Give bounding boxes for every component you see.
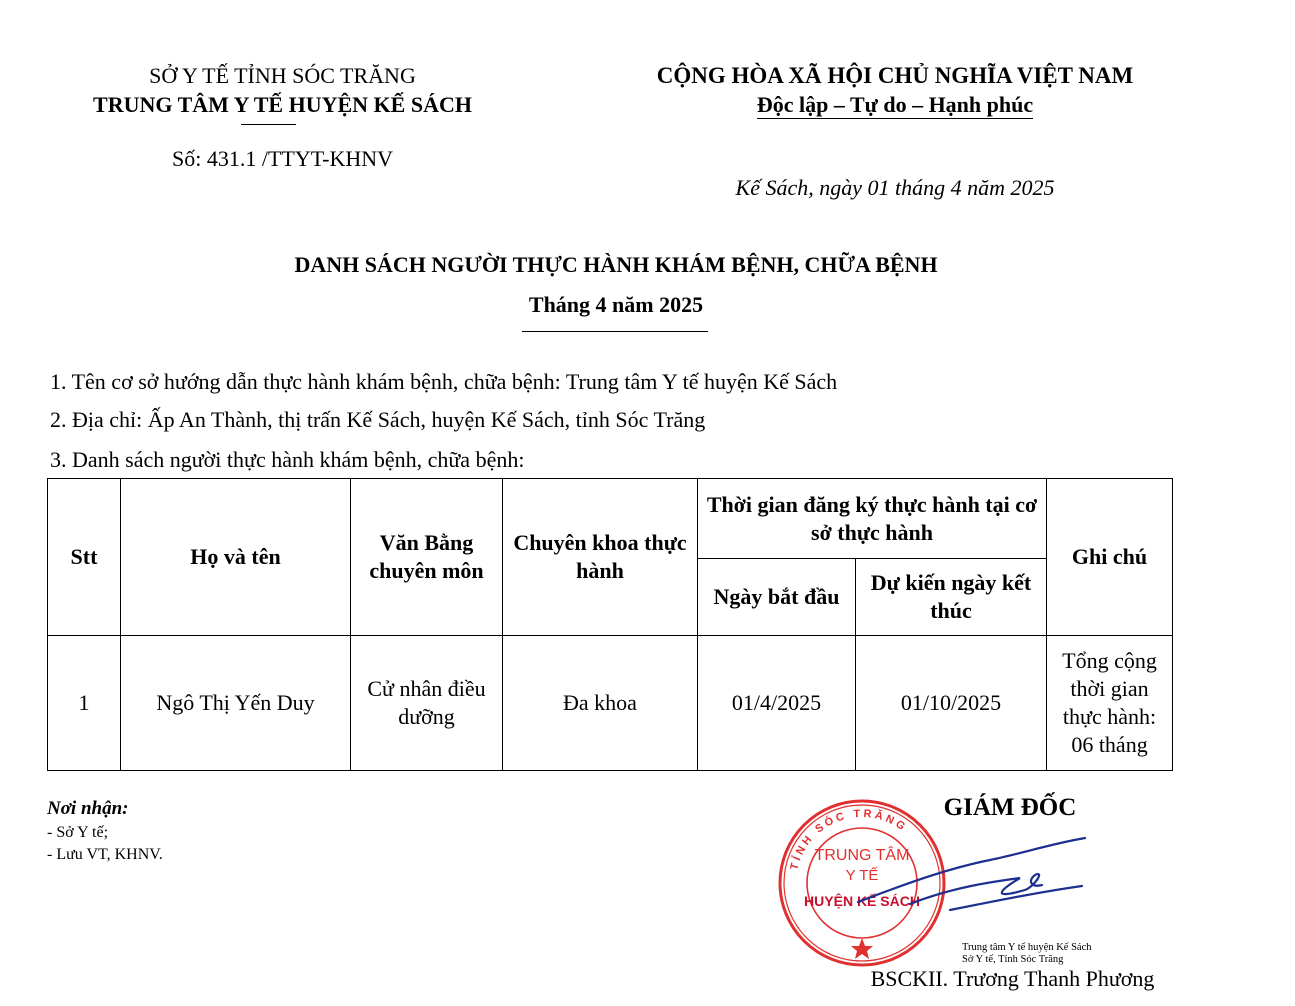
recipient-item: - Sở Y tế; <box>47 824 109 841</box>
stamp-text-line2: Y TẾ <box>845 867 879 884</box>
header-degree: Văn Bằng chuyên môn <box>351 479 503 636</box>
left-header-divider <box>241 124 296 125</box>
cell-degree: Cử nhân điều dưỡng <box>351 636 503 771</box>
stamp-text-line3: HUYỆN KẾ SÁCH <box>804 893 920 909</box>
document-number: Số: 431.1 /TTYT-KHNV <box>171 146 394 171</box>
info-item-facility: 1. Tên cơ sở hướng dẫn thực hành khám bệnh, chữa bệnh: Trung tâm Y tế huyện Kế Sách <box>50 369 838 394</box>
info-item-address: 2. Địa chỉ: Ấp An Thành, thị trấn Kế Sách, huyện Kế Sách, tỉnh Sóc Trăng <box>50 407 706 432</box>
country-name: CỘNG HÒA XÃ HỘI CHỦ NGHĨA VIỆT NAM <box>656 63 1134 88</box>
recipients-heading: Nơi nhận: <box>47 798 129 819</box>
cell-note: Tổng cộng thời gian thực hành: 06 tháng <box>1047 636 1173 771</box>
recipient-item: - Lưu VT, KHNV. <box>47 846 163 863</box>
header-end-date: Dự kiến ngày kết thúc <box>856 559 1047 636</box>
place-date: Kế Sách, ngày 01 tháng 4 năm 2025 <box>735 175 1055 200</box>
table-row <box>48 636 1173 771</box>
header-period: Thời gian đăng ký thực hành tại cơ sở thực hành <box>698 479 1047 559</box>
info-item-list: 3. Danh sách người thực hành khám bệnh, chữa bệnh: <box>50 447 525 472</box>
title-divider <box>522 331 708 332</box>
stamp-star-icon <box>851 938 873 959</box>
digital-signature-line2: Sở Y tế, Tỉnh Sóc Trăng <box>962 954 1064 965</box>
header-specialty: Chuyên khoa thực hành <box>503 479 698 636</box>
right-header <box>610 62 1180 120</box>
document-title: DANH SÁCH NGƯỜI THỰC HÀNH KHÁM BỆNH, CHỮA BỆNH <box>294 252 938 277</box>
stamp-ring-text: TỈNH SÓC TRĂNG <box>788 807 910 872</box>
recipients <box>47 796 347 866</box>
cell-end-date: 01/10/2025 <box>856 636 1047 771</box>
cell-specialty: Đa khoa <box>503 636 698 771</box>
document-subtitle: Tháng 4 năm 2025 <box>528 292 704 317</box>
header-stt: Stt <box>48 479 121 636</box>
digital-signature-info <box>962 942 1182 966</box>
stamp-text-line1: TRUNG TÂM <box>814 847 910 864</box>
cell-start-date: 01/4/2025 <box>698 636 856 771</box>
organization-name: TRUNG TÂM Y TẾ HUYỆN KẾ SÁCH <box>93 92 472 117</box>
header-start-date: Ngày bắt đầu <box>698 559 856 636</box>
table-header-row <box>48 479 1173 559</box>
digital-signature-line1: Trung tâm Y tế huyện Kế Sách <box>962 942 1092 953</box>
department-name: SỞ Y TẾ TỈNH SÓC TRĂNG <box>149 63 416 88</box>
director-title: GIÁM ĐỐC <box>943 794 1077 821</box>
header-note: Ghi chú <box>1047 479 1173 636</box>
national-motto: Độc lập – Tự do – Hạnh phúc <box>756 92 1034 117</box>
cell-stt: 1 <box>48 636 121 771</box>
handwritten-signature <box>850 830 1110 920</box>
header-name: Họ và tên <box>121 479 351 636</box>
cell-name: Ngô Thị Yến Duy <box>121 636 351 771</box>
practitioner-table <box>47 478 1173 771</box>
left-header <box>40 62 525 120</box>
signer-name: BSCKII. Trương Thanh Phương <box>870 966 1155 991</box>
